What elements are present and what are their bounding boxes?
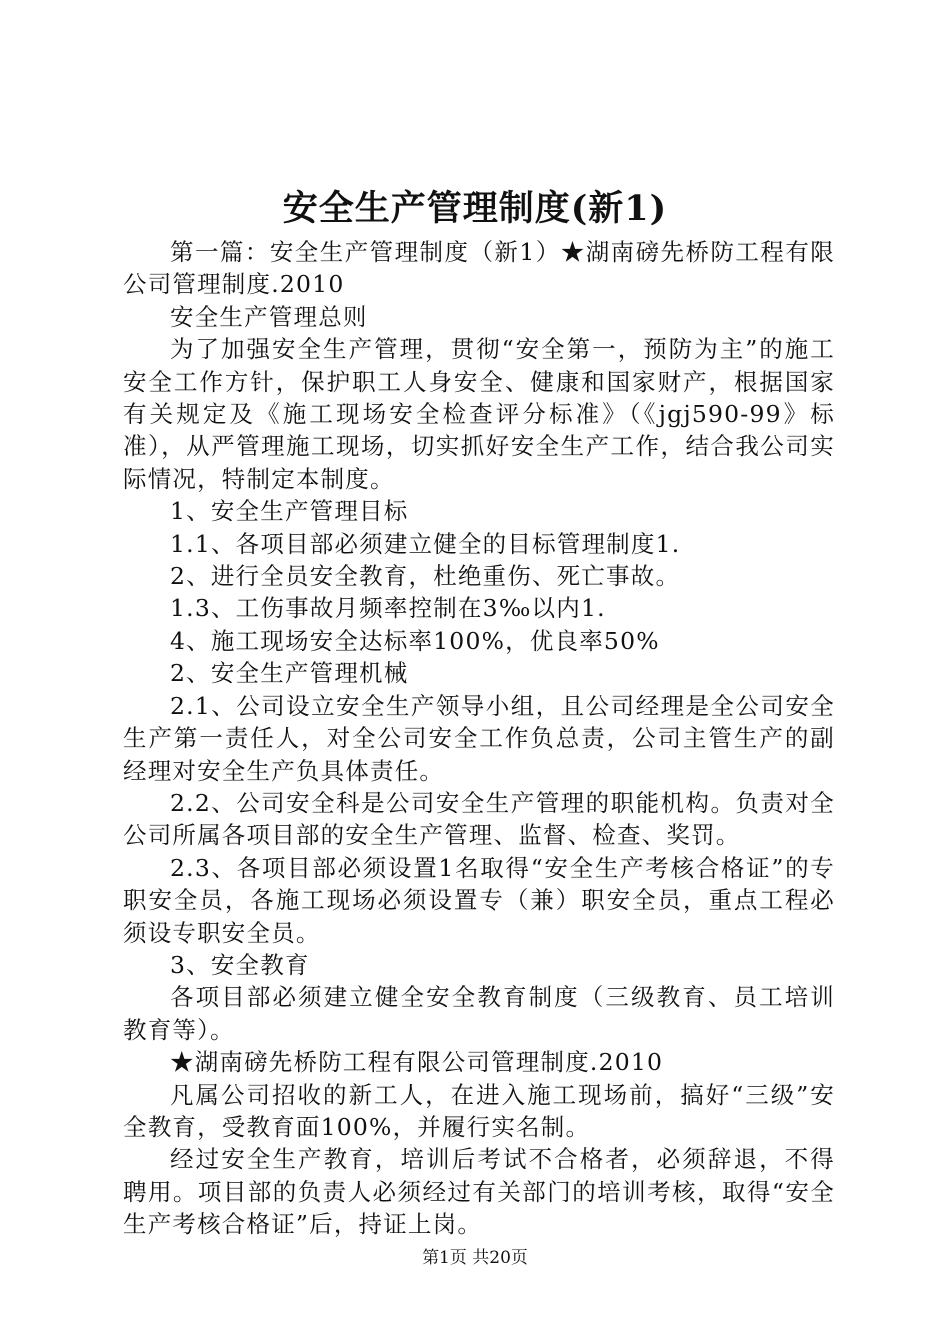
paragraph: 各项目部必须建立健全安全教育制度（三级教育、员工培训教育等）。 [123,983,835,1044]
paragraph: 3、安全教育 [170,950,310,979]
paragraph: 凡属公司招收的新工人，在进入施工现场前，搞好“三级”安全教育，受教育面100%，并履行实名制。 [123,1080,835,1141]
paragraph: 2.2、公司安全科是公司安全生产管理的职能机构。负责对全公司所属各项目部的安全生产管理、监督、检查、奖罚。 [123,788,835,850]
paragraph: 安全生产管理总则 [170,302,368,331]
document-body [123,236,835,1241]
document-title: 安全生产管理制度(新1) [282,188,668,229]
paragraph: 1.3、工伤事故月频率控制在3‰以内1. [170,594,606,623]
paragraph: 4、施工现场安全达标率100%，优良率50% [170,626,660,655]
paragraph: ★湖南磅先桥防工程有限公司管理制度.2010 [170,1048,664,1077]
paragraph: 2.1、公司设立安全生产领导小组，且公司经理是全公司安全生产第一责任人，对全公司安全工作负总责，公司主管生产的副经理对安全生产负具体责任。 [123,691,835,785]
paragraph: 第一篇：安全生产管理制度（新1）★湖南磅先桥防工程有限公司管理制度.2010 [123,238,835,299]
paragraph: 2、进行全员安全教育，杜绝重伤、死亡事故。 [170,562,681,591]
paragraph: 2.3、各项目部必须设置1名取得“安全生产考核合格证”的专职安全员，各施工现场必须设置专（兼）职安全员，重点工程必须设专职安全员。 [123,853,835,947]
paragraph: 经过安全生产教育，培训后考试不合格者，必须辞退，不得聘用。项目部的负责人必须经过有关部门的培训考核，取得“安全生产考核合格证”后，持证上岗。 [123,1145,835,1239]
page-number-footer: 第1页 共20页 [422,1248,528,1268]
paragraph: 2、安全生产管理机械 [170,659,409,688]
paragraph: 1.1、各项目部必须建立健全的目标管理制度1. [170,529,681,558]
paragraph: 为了加强安全生产管理，贯彻“安全第一，预防为主”的施工安全工作方针，保护职工人身安全、健康和国家财产，根据国家有关规定及《施工现场安全检查评分标准》（《jgj590-99》标准），从严管理施工现场，切实抓好安全生产工作，结合我公司实际情况，特制定本制度。 [123,335,835,493]
paragraph: 1、安全生产管理目标 [170,497,409,526]
